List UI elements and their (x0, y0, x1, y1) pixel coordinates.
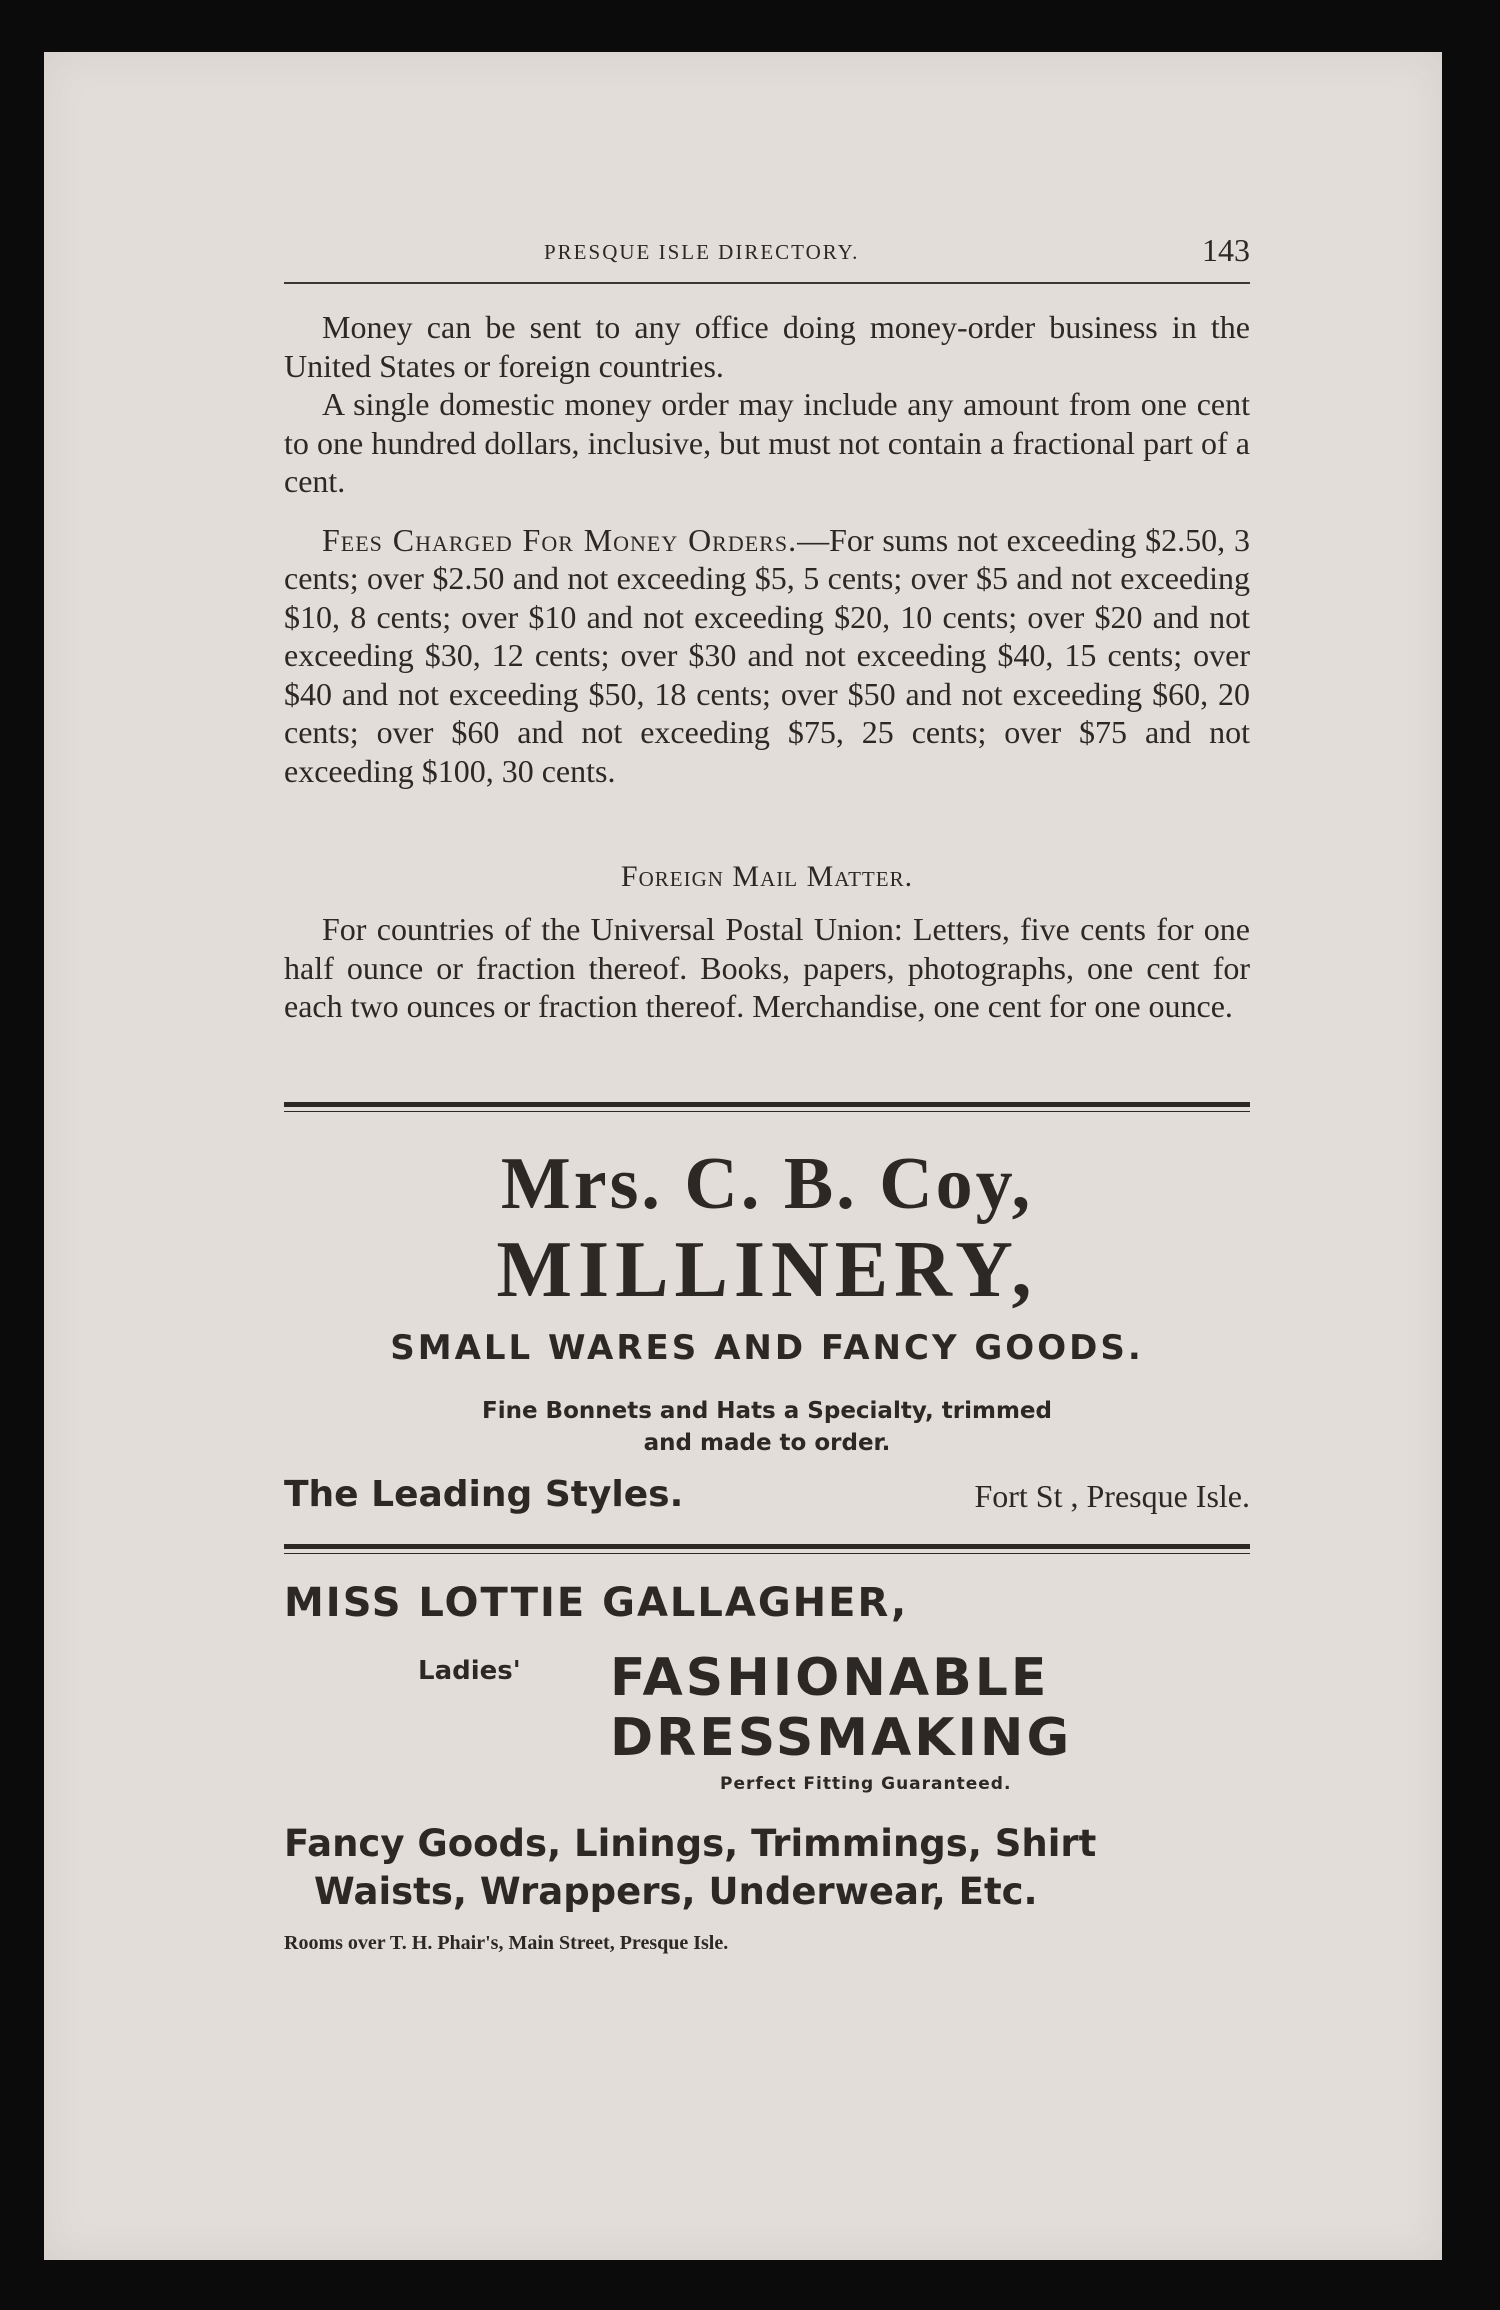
coy-slogan: The Leading Styles. (284, 1474, 684, 1515)
coy-specialty-1: Fine Bonnets and Hats a Specialty, trimmed (481, 1398, 1052, 1424)
fees-paragraph (284, 521, 1250, 791)
fees-text: —For sums not exceeding $2.50, 3 cents; over $2.50 and not exceeding $5, 5 cents; over $5 and not exceeding $10, 8 cents; over $10 and not exceeding $20, 10 cents; over $20 and not exceeding $30, 12 cents; over $30 and not exceeding $40, 15 cents; over $40 and not exceeding $50, 18 cents; over $50 and not exceeding $60, 20 cents; over $60 and not exceeding $75, 25 cents; over $75 and not exceeding $100, 30 cents. (284, 521, 1250, 789)
gallagher-goods-2: Waists, Wrappers, Underwear, Etc. (314, 1870, 1038, 1913)
coy-wares: SMALL WARES AND FANCY GOODS. (390, 1328, 1144, 1368)
foreign-mail-section (284, 910, 1250, 1026)
divider-rule-1 (284, 1102, 1250, 1112)
directory-page (44, 52, 1442, 2260)
fees-heading: Fees Charged For Money Orders. (322, 521, 798, 558)
money-order-section (284, 308, 1250, 790)
header-title: PRESQUE ISLE DIRECTORY. (544, 240, 860, 264)
coy-address: Fort St , Presque Isle. (974, 1478, 1250, 1514)
page-number: 143 (1202, 232, 1250, 268)
gallagher-dressmaking: DRESSMAKING (610, 1708, 1073, 1768)
coy-specialty-2: and made to order. (643, 1430, 891, 1456)
coy-business: MILLINERY, (496, 1226, 1038, 1314)
gallagher-goods-1: Fancy Goods, Linings, Trimmings, Shirt (284, 1822, 1097, 1865)
foreign-mail-heading: Foreign Mail Matter. (620, 860, 914, 893)
gallagher-guarantee: Perfect Fitting Guaranteed. (720, 1774, 1012, 1794)
gallagher-rooms: Rooms over T. H. Phair's, Main Street, Presque Isle. (284, 1932, 729, 1954)
running-header (284, 232, 1250, 284)
gallagher-ladies: Ladies' (418, 1656, 521, 1686)
money-order-para-1: Money can be sent to any office doing money-order business in the United States or foreign countries. (284, 309, 1250, 384)
coy-name: Mrs. C. B. Coy, (500, 1143, 1034, 1225)
money-order-para-2: A single domestic money order may include any amount from one cent to one hundred dollars, inclusive, but must not contain a fractional part of a cent. (284, 386, 1250, 499)
coy-footer (284, 1474, 1250, 1524)
divider-rule-2 (284, 1544, 1250, 1554)
foreign-mail-text: For countries of the Universal Postal Union: Letters, five cents for one half ounce or fraction thereof. Books, papers, photographs, one cent for each two ounces or fraction thereof. Merchandise, one cent for one ounce. (284, 911, 1250, 1024)
gallagher-name: MISS LOTTIE GALLAGHER, (284, 1580, 909, 1626)
gallagher-dressmaking-block (284, 1648, 1250, 1818)
gallagher-fashionable: FASHIONABLE (610, 1648, 1050, 1708)
